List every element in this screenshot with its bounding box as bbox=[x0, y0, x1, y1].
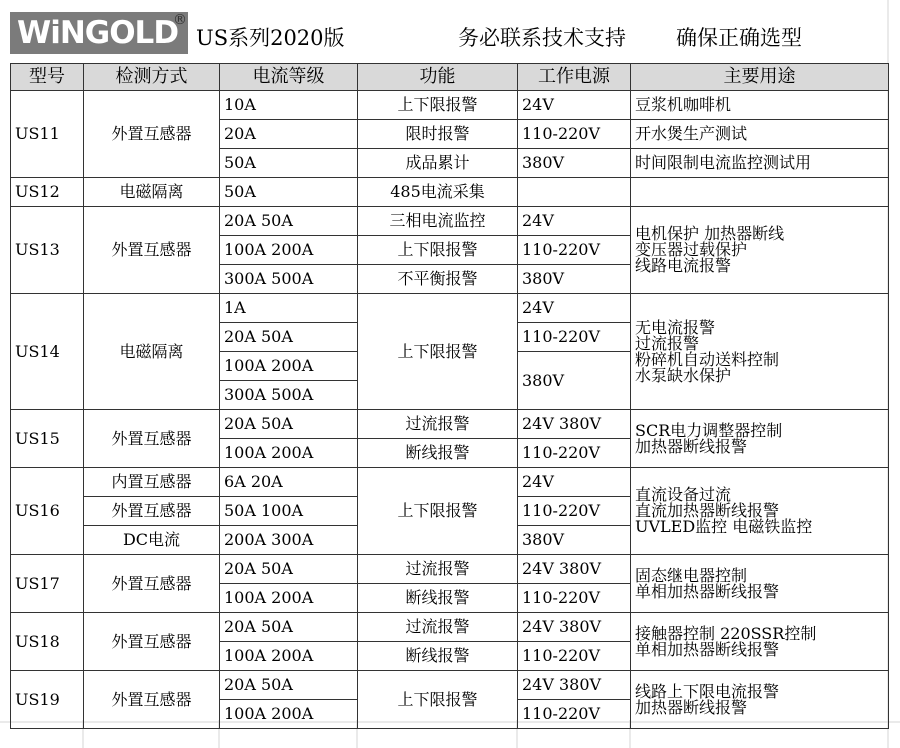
current-cell: 100A 200A bbox=[220, 352, 358, 381]
current-cell: 50A bbox=[220, 149, 358, 178]
table-row bbox=[11, 671, 889, 700]
current-cell: 1A bbox=[220, 294, 358, 323]
current-cell: 20A 50A bbox=[220, 555, 358, 584]
function-cell: 过流报警 bbox=[358, 410, 518, 439]
power-cell: 380V bbox=[518, 352, 631, 410]
usage-line: UVLED监控 电磁铁监控 bbox=[635, 517, 813, 536]
current-cell: 100A 200A bbox=[220, 642, 358, 671]
current-cell: 100A 200A bbox=[220, 584, 358, 613]
function-cell: 三相电流监控 bbox=[358, 207, 518, 236]
current-cell: 50A bbox=[220, 178, 358, 207]
current-cell: 50A 100A bbox=[220, 497, 358, 526]
detect-cell: 外置互感器 bbox=[84, 555, 220, 613]
power-cell: 24V 380V bbox=[518, 410, 631, 439]
current-cell: 20A 50A bbox=[220, 410, 358, 439]
table-row bbox=[11, 178, 889, 207]
usage-line: 无电流报警 bbox=[635, 317, 716, 337]
current-cell: 20A 50A bbox=[220, 207, 358, 236]
function-cell: 上下限报警 bbox=[358, 468, 518, 555]
power-cell: 24V 380V bbox=[518, 555, 631, 584]
usage-line: 水泵缺水保护 bbox=[635, 365, 732, 385]
usage-line: 加热器断线报警 bbox=[635, 697, 748, 717]
table-row bbox=[11, 294, 889, 323]
power-cell: 110-220V bbox=[518, 700, 631, 729]
model-cell: US16 bbox=[11, 468, 84, 555]
power-cell: 110-220V bbox=[518, 236, 631, 265]
function-cell: 断线报警 bbox=[358, 439, 518, 468]
power-cell: 110-220V bbox=[518, 642, 631, 671]
power-cell bbox=[518, 178, 631, 207]
function-cell: 限时报警 bbox=[358, 120, 518, 149]
function-cell: 上下限报警 bbox=[358, 236, 518, 265]
detect-cell: DC电流 bbox=[84, 526, 220, 555]
power-cell: 24V bbox=[518, 207, 631, 236]
usage-line: 线路电流报警 bbox=[635, 256, 732, 275]
detect-cell: 电磁隔离 bbox=[84, 294, 220, 410]
function-cell: 断线报警 bbox=[358, 584, 518, 613]
power-cell: 110-220V bbox=[518, 323, 631, 352]
model-cell: US18 bbox=[11, 613, 84, 671]
brand-logo bbox=[10, 12, 188, 54]
power-cell: 110-220V bbox=[518, 497, 631, 526]
power-cell: 380V bbox=[518, 265, 631, 294]
slogan-contact: 务必联系技术支持 bbox=[458, 26, 626, 50]
usage-line: 电机保护 加热器断线 bbox=[635, 224, 785, 243]
usage-line: 直流设备过流 bbox=[635, 485, 732, 504]
detect-cell: 内置互感器 bbox=[84, 468, 220, 497]
power-cell: 110-220V bbox=[518, 584, 631, 613]
usage-line: 单相加热器断线报警 bbox=[635, 639, 780, 659]
power-cell: 24V bbox=[518, 91, 631, 120]
current-cell: 6A 20A bbox=[220, 468, 358, 497]
model-cell: US12 bbox=[11, 178, 84, 207]
table-row bbox=[11, 91, 889, 120]
col-header-usage: 主要用途 bbox=[631, 64, 889, 91]
current-cell: 100A 200A bbox=[220, 700, 358, 729]
power-cell: 24V 380V bbox=[518, 671, 631, 700]
function-cell: 485电流采集 bbox=[358, 178, 518, 207]
function-cell: 不平衡报警 bbox=[358, 265, 518, 294]
usage-line: 过流报警 bbox=[635, 333, 700, 353]
logo-text: WiNGOLD bbox=[17, 15, 179, 51]
usage-cell bbox=[631, 410, 889, 468]
usage-cell bbox=[631, 555, 889, 613]
power-cell: 24V bbox=[518, 294, 631, 323]
model-cell: US15 bbox=[11, 410, 84, 468]
usage-cell: 豆浆机咖啡机 bbox=[631, 91, 889, 120]
usage-cell: 开水煲生产测试 bbox=[631, 120, 889, 149]
col-header-detect: 检测方式 bbox=[84, 64, 220, 91]
detect-cell: 外置互感器 bbox=[84, 207, 220, 294]
model-cell: US14 bbox=[11, 294, 84, 410]
detect-cell: 外置互感器 bbox=[84, 410, 220, 468]
power-cell: 24V bbox=[518, 468, 631, 497]
usage-cell bbox=[631, 468, 889, 555]
current-cell: 100A 200A bbox=[220, 236, 358, 265]
current-cell: 200A 300A bbox=[220, 526, 358, 555]
current-cell: 300A 500A bbox=[220, 265, 358, 294]
table-row bbox=[11, 468, 889, 497]
power-cell: 380V bbox=[518, 149, 631, 178]
function-cell: 断线报警 bbox=[358, 642, 518, 671]
current-cell: 20A 50A bbox=[220, 671, 358, 700]
detect-cell: 外置互感器 bbox=[84, 613, 220, 671]
detect-cell: 电磁隔离 bbox=[84, 178, 220, 207]
model-cell: US11 bbox=[11, 91, 84, 178]
power-cell: 24V 380V bbox=[518, 613, 631, 642]
model-cell: US19 bbox=[11, 671, 84, 729]
usage-line: 粉碎机自动送料控制 bbox=[635, 349, 780, 369]
spec-table bbox=[10, 63, 889, 729]
col-header-current: 电流等级 bbox=[220, 64, 358, 91]
current-cell: 20A 50A bbox=[220, 613, 358, 642]
usage-line: 单相加热器断线报警 bbox=[635, 581, 780, 601]
col-header-model: 型号 bbox=[11, 64, 84, 91]
table-header-row bbox=[11, 64, 889, 91]
slogan-selection: 确保正确选型 bbox=[676, 26, 802, 50]
usage-line: 直流加热器断线报警 bbox=[635, 501, 780, 520]
current-cell: 20A 50A bbox=[220, 323, 358, 352]
series-title: US系列2020版 bbox=[196, 26, 345, 50]
detect-cell: 外置互感器 bbox=[84, 497, 220, 526]
model-cell: US13 bbox=[11, 207, 84, 294]
function-cell: 上下限报警 bbox=[358, 671, 518, 729]
registered-mark: ® bbox=[173, 12, 187, 28]
usage-line: 加热器断线报警 bbox=[635, 436, 748, 456]
usage-cell bbox=[631, 294, 889, 410]
col-header-function: 功能 bbox=[358, 64, 518, 91]
detect-cell: 外置互感器 bbox=[84, 91, 220, 178]
model-cell: US17 bbox=[11, 555, 84, 613]
function-cell: 上下限报警 bbox=[358, 294, 518, 410]
detect-cell: 外置互感器 bbox=[84, 671, 220, 729]
power-cell: 110-220V bbox=[518, 439, 631, 468]
usage-line: 线路上下限电流报警 bbox=[635, 681, 780, 701]
usage-cell bbox=[631, 613, 889, 671]
current-cell: 20A bbox=[220, 120, 358, 149]
current-cell: 10A bbox=[220, 91, 358, 120]
current-cell: 300A 500A bbox=[220, 381, 358, 410]
function-cell: 过流报警 bbox=[358, 613, 518, 642]
usage-line: 固态继电器控制 bbox=[635, 565, 748, 585]
function-cell: 上下限报警 bbox=[358, 91, 518, 120]
usage-cell: 时间限制电流监控测试用 bbox=[631, 149, 889, 178]
table-row bbox=[11, 410, 889, 439]
usage-line: 接触器控制 220SSR控制 bbox=[635, 623, 817, 643]
col-header-power: 工作电源 bbox=[518, 64, 631, 91]
usage-cell bbox=[631, 207, 889, 294]
usage-cell bbox=[631, 671, 889, 729]
usage-line: 变压器过载保护 bbox=[635, 240, 748, 259]
function-cell: 成品累计 bbox=[358, 149, 518, 178]
usage-line: SCR电力调整器控制 bbox=[635, 420, 783, 440]
function-cell: 过流报警 bbox=[358, 555, 518, 584]
table-row bbox=[11, 555, 889, 584]
current-cell: 100A 200A bbox=[220, 439, 358, 468]
usage-cell bbox=[631, 178, 889, 207]
table-row bbox=[11, 613, 889, 642]
table-row bbox=[11, 207, 889, 236]
power-cell: 110-220V bbox=[518, 120, 631, 149]
power-cell: 380V bbox=[518, 526, 631, 555]
